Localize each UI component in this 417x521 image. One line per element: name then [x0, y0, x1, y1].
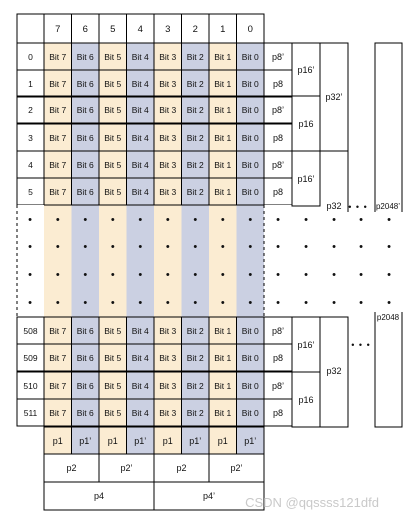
row-index-label: 508 — [23, 326, 38, 336]
column-header-label: 5 — [110, 24, 116, 35]
bit-label: Bit 4 — [131, 353, 149, 363]
p2048-open-box-0 — [375, 43, 402, 212]
column-parity-rows — [44, 427, 264, 510]
ellipsis-dot: • — [83, 297, 88, 309]
p2-label: p2 — [176, 463, 187, 473]
bit-label: Bit 0 — [241, 187, 259, 197]
p16-label-1: p16 — [298, 119, 314, 129]
bit-label: Bit 6 — [76, 408, 94, 418]
bit-label: Bit 4 — [131, 381, 149, 391]
bit-label: Bit 1 — [214, 105, 232, 115]
row-index-label: 5 — [28, 187, 33, 197]
p2-label: p2’ — [120, 463, 133, 473]
p8-label: p8’ — [271, 381, 285, 391]
ellipsis-dot: • — [248, 269, 253, 281]
p8-label: p8 — [272, 408, 284, 418]
column-header-label: 3 — [165, 24, 171, 35]
bit-label: Bit 7 — [49, 160, 67, 170]
bit-label: Bit 5 — [104, 326, 122, 336]
bit-label: Bit 4 — [131, 133, 149, 143]
bit-label: Bit 0 — [241, 133, 259, 143]
ellipsis-dot: • — [276, 214, 280, 226]
row-index-label: 1 — [28, 79, 33, 89]
bit-label: Bit 3 — [159, 381, 177, 391]
bit-label: Bit 3 — [159, 353, 177, 363]
column-stripe — [182, 43, 210, 427]
bit-label: Bit 3 — [159, 105, 177, 115]
bit-label: Bit 1 — [214, 160, 232, 170]
bit-label: Bit 5 — [104, 105, 122, 115]
bit-label: Bit 3 — [159, 187, 177, 197]
bit-label: Bit 4 — [131, 326, 149, 336]
ellipsis-dot: • — [220, 214, 225, 226]
bit-label: Bit 6 — [76, 105, 94, 115]
bit-label: Bit 2 — [186, 381, 204, 391]
bit-label: Bit 5 — [104, 353, 122, 363]
bit-label: Bit 6 — [76, 79, 94, 89]
ellipsis-dot: • — [276, 241, 280, 253]
ellipsis-dot: • — [83, 241, 88, 253]
p1-label: p1’ — [244, 436, 257, 446]
bit-label: Bit 0 — [241, 381, 259, 391]
bit-label: Bit 1 — [214, 187, 232, 197]
ellipsis-dot: • — [304, 269, 308, 281]
row-index-label: 509 — [23, 353, 38, 363]
bit-label: Bit 7 — [49, 52, 67, 62]
bit-label: Bit 3 — [159, 133, 177, 143]
p2048-label-0: p2048’ — [375, 202, 401, 211]
bit-label: Bit 1 — [214, 52, 232, 62]
bit-label: Bit 6 — [76, 381, 94, 391]
bit-label: Bit 5 — [104, 187, 122, 197]
bit-label: Bit 4 — [131, 105, 149, 115]
p32-label-1: p32 — [326, 201, 342, 211]
ellipsis-dot: • — [55, 241, 60, 253]
ellipsis-dot: • — [193, 297, 198, 309]
bit-label: Bit 0 — [241, 326, 259, 336]
bit-label: Bit 3 — [159, 79, 177, 89]
ellipsis-dot: • — [138, 214, 143, 226]
bit-label: Bit 1 — [214, 326, 232, 336]
ellipsis-dot: • — [332, 269, 336, 281]
p8-label: p8’ — [271, 160, 285, 170]
bit-label: Bit 5 — [104, 408, 122, 418]
bit-label: Bit 2 — [186, 105, 204, 115]
ellipsis-dot: • — [138, 297, 143, 309]
column-stripe — [72, 43, 100, 427]
bit-label: Bit 1 — [214, 353, 232, 363]
p8-label: p8 — [272, 353, 284, 363]
ellipsis-dot: • — [83, 214, 88, 226]
bit-label: Bit 3 — [159, 160, 177, 170]
p8-label: p8’ — [271, 105, 285, 115]
bit-label: Bit 4 — [131, 187, 149, 197]
p1-label: p1’ — [134, 436, 147, 446]
ellipsis-dot: • — [165, 241, 170, 253]
p4-label: p4 — [93, 491, 105, 501]
bit-label: Bit 1 — [214, 408, 232, 418]
ellipsis-dot: • — [387, 214, 391, 226]
p16-label-3: p16’ — [297, 340, 315, 350]
ellipsis-dot: • — [165, 269, 170, 281]
row-index-label: 4 — [28, 160, 33, 170]
ellipsis-dot: • — [359, 297, 363, 309]
ellipsis-dot: • — [110, 214, 115, 226]
column-stripe — [237, 43, 265, 427]
ellipsis-bottom: • • • — [351, 340, 371, 350]
bit-label: Bit 0 — [241, 160, 259, 170]
bit-label: Bit 0 — [241, 79, 259, 89]
bit-label: Bit 4 — [131, 160, 149, 170]
bit-label: Bit 6 — [76, 326, 94, 336]
bit-label: Bit 7 — [49, 381, 67, 391]
ellipsis-dot: • — [220, 241, 225, 253]
column-header-label: 1 — [220, 24, 226, 35]
bit-label: Bit 3 — [159, 326, 177, 336]
ellipsis-dot: • — [220, 297, 225, 309]
ellipsis-dot: • — [193, 214, 198, 226]
p16-label-2: p16’ — [297, 174, 315, 184]
ellipsis-dot: • — [248, 241, 253, 253]
ellipsis-dot: • — [110, 241, 115, 253]
p1-label: p1’ — [79, 436, 92, 446]
p8-label: p8’ — [271, 326, 285, 336]
ellipsis-dot: • — [193, 269, 198, 281]
bit-label: Bit 4 — [131, 79, 149, 89]
bit-label: Bit 1 — [214, 133, 232, 143]
bottom-byte-rows — [17, 317, 292, 426]
ellipsis-dot: • — [28, 297, 32, 309]
ellipsis-dot: • — [248, 297, 253, 309]
ellipsis-dot: • — [28, 269, 32, 281]
column-header-row — [17, 14, 264, 43]
bit-label: Bit 7 — [49, 105, 67, 115]
ellipsis-dot: • — [55, 214, 60, 226]
p32-label-0: p32’ — [325, 92, 343, 102]
ellipsis-dot: • — [332, 241, 336, 253]
ellipsis-dot: • — [387, 297, 391, 309]
ellipsis-dot: • — [110, 269, 115, 281]
ellipsis-dot: • — [359, 241, 363, 253]
bit-label: Bit 6 — [76, 353, 94, 363]
bit-label: Bit 7 — [49, 187, 67, 197]
bit-label: Bit 2 — [186, 408, 204, 418]
p16-label-4: p16 — [298, 395, 314, 405]
bit-label: Bit 6 — [76, 160, 94, 170]
column-stripe — [127, 43, 155, 427]
p2048-label-1: p2048 — [376, 313, 400, 322]
column-header-label: 6 — [82, 24, 88, 35]
bit-label: Bit 4 — [131, 408, 149, 418]
p8-label: p8 — [272, 79, 284, 89]
column-stripe — [209, 43, 237, 427]
ellipsis-dot: • — [276, 297, 280, 309]
ellipsis-dot: • — [304, 214, 308, 226]
row-index-label: 510 — [23, 381, 38, 391]
p1-label: p1 — [52, 436, 63, 446]
ellipsis-dot: • — [276, 269, 280, 281]
bit-label: Bit 3 — [159, 408, 177, 418]
ellipsis-dot: • — [138, 241, 143, 253]
header-corner-cell — [17, 14, 44, 43]
bit-label: Bit 2 — [186, 353, 204, 363]
p32-label-2: p32 — [326, 366, 342, 376]
ellipsis-dot: • — [359, 214, 363, 226]
ellipsis-dot: • — [332, 214, 336, 226]
column-header-label: 4 — [137, 24, 143, 35]
bit-label: Bit 6 — [76, 133, 94, 143]
bit-label: Bit 5 — [104, 133, 122, 143]
row-index-label: 0 — [28, 52, 33, 62]
ellipsis-dot: • — [55, 297, 60, 309]
bit-label: Bit 2 — [186, 187, 204, 197]
bit-label: Bit 1 — [214, 79, 232, 89]
bit-label: Bit 5 — [104, 79, 122, 89]
ellipsis-dot: • — [304, 297, 308, 309]
column-stripe — [99, 43, 127, 427]
row-index-label: 511 — [23, 408, 38, 418]
column-header-label: 0 — [247, 24, 253, 35]
bit-label: Bit 2 — [186, 326, 204, 336]
bit-label: Bit 2 — [186, 79, 204, 89]
p2048-open-box-1 — [375, 312, 402, 427]
bit-label: Bit 2 — [186, 160, 204, 170]
ellipsis-dot: • — [28, 241, 32, 253]
ellipsis-dot: • — [165, 297, 170, 309]
bit-label: Bit 7 — [49, 133, 67, 143]
bit-label: Bit 5 — [104, 160, 122, 170]
row-index-label: 3 — [28, 133, 33, 143]
row-parity-groups — [292, 43, 402, 427]
bit-label: Bit 5 — [104, 381, 122, 391]
bit-label: Bit 1 — [214, 381, 232, 391]
bit-label: Bit 0 — [241, 105, 259, 115]
bit-label: Bit 2 — [186, 133, 204, 143]
column-stripe — [44, 43, 72, 427]
bit-label: Bit 0 — [241, 52, 259, 62]
bit-label: Bit 5 — [104, 52, 122, 62]
column-header-label: 7 — [55, 24, 61, 35]
p8-label: p8’ — [271, 52, 285, 62]
bit-label: Bit 4 — [131, 52, 149, 62]
p1-label: p1 — [217, 436, 228, 446]
ellipsis-top: • • • — [348, 202, 368, 212]
ellipsis-dot: • — [165, 214, 170, 226]
bit-label: Bit 6 — [76, 187, 94, 197]
bit-label: Bit 7 — [49, 326, 67, 336]
watermark: CSDN @qqssss121dfd — [245, 495, 379, 510]
ellipsis-dot: • — [359, 269, 363, 281]
ellipsis-dot: • — [110, 297, 115, 309]
bit-label: Bit 0 — [241, 408, 259, 418]
bit-label: Bit 3 — [159, 52, 177, 62]
bit-label: Bit 7 — [49, 353, 67, 363]
p1-label: p1 — [107, 436, 118, 446]
bit-label: Bit 7 — [49, 408, 67, 418]
row-index-label: 2 — [28, 105, 33, 115]
ellipsis-dot: • — [332, 297, 336, 309]
p2-label: p2’ — [230, 463, 243, 473]
p8-label: p8 — [272, 133, 284, 143]
ellipsis-dot: • — [248, 214, 253, 226]
bit-label: Bit 0 — [241, 353, 259, 363]
ellipsis-dot: • — [387, 269, 391, 281]
ellipsis-dot: • — [138, 269, 143, 281]
bit-label: Bit 2 — [186, 52, 204, 62]
ellipsis-dot: • — [28, 214, 32, 226]
column-header-label: 2 — [192, 24, 198, 35]
p1-label: p1’ — [189, 436, 202, 446]
ellipsis-dot: • — [220, 269, 225, 281]
bit-label: Bit 6 — [76, 52, 94, 62]
p2-label: p2 — [66, 463, 77, 473]
bit-label: Bit 7 — [49, 79, 67, 89]
ellipsis-dot: • — [304, 241, 308, 253]
p4-label: p4’ — [202, 491, 216, 501]
p1-label: p1 — [162, 436, 173, 446]
ellipsis-dot: • — [193, 241, 198, 253]
column-stripe — [154, 43, 182, 427]
p8-label: p8 — [272, 187, 284, 197]
ellipsis-dot: • — [387, 241, 391, 253]
ellipsis-dot: • — [55, 269, 60, 281]
ellipsis-dot: • — [83, 269, 88, 281]
p16-label-0: p16’ — [297, 65, 315, 75]
